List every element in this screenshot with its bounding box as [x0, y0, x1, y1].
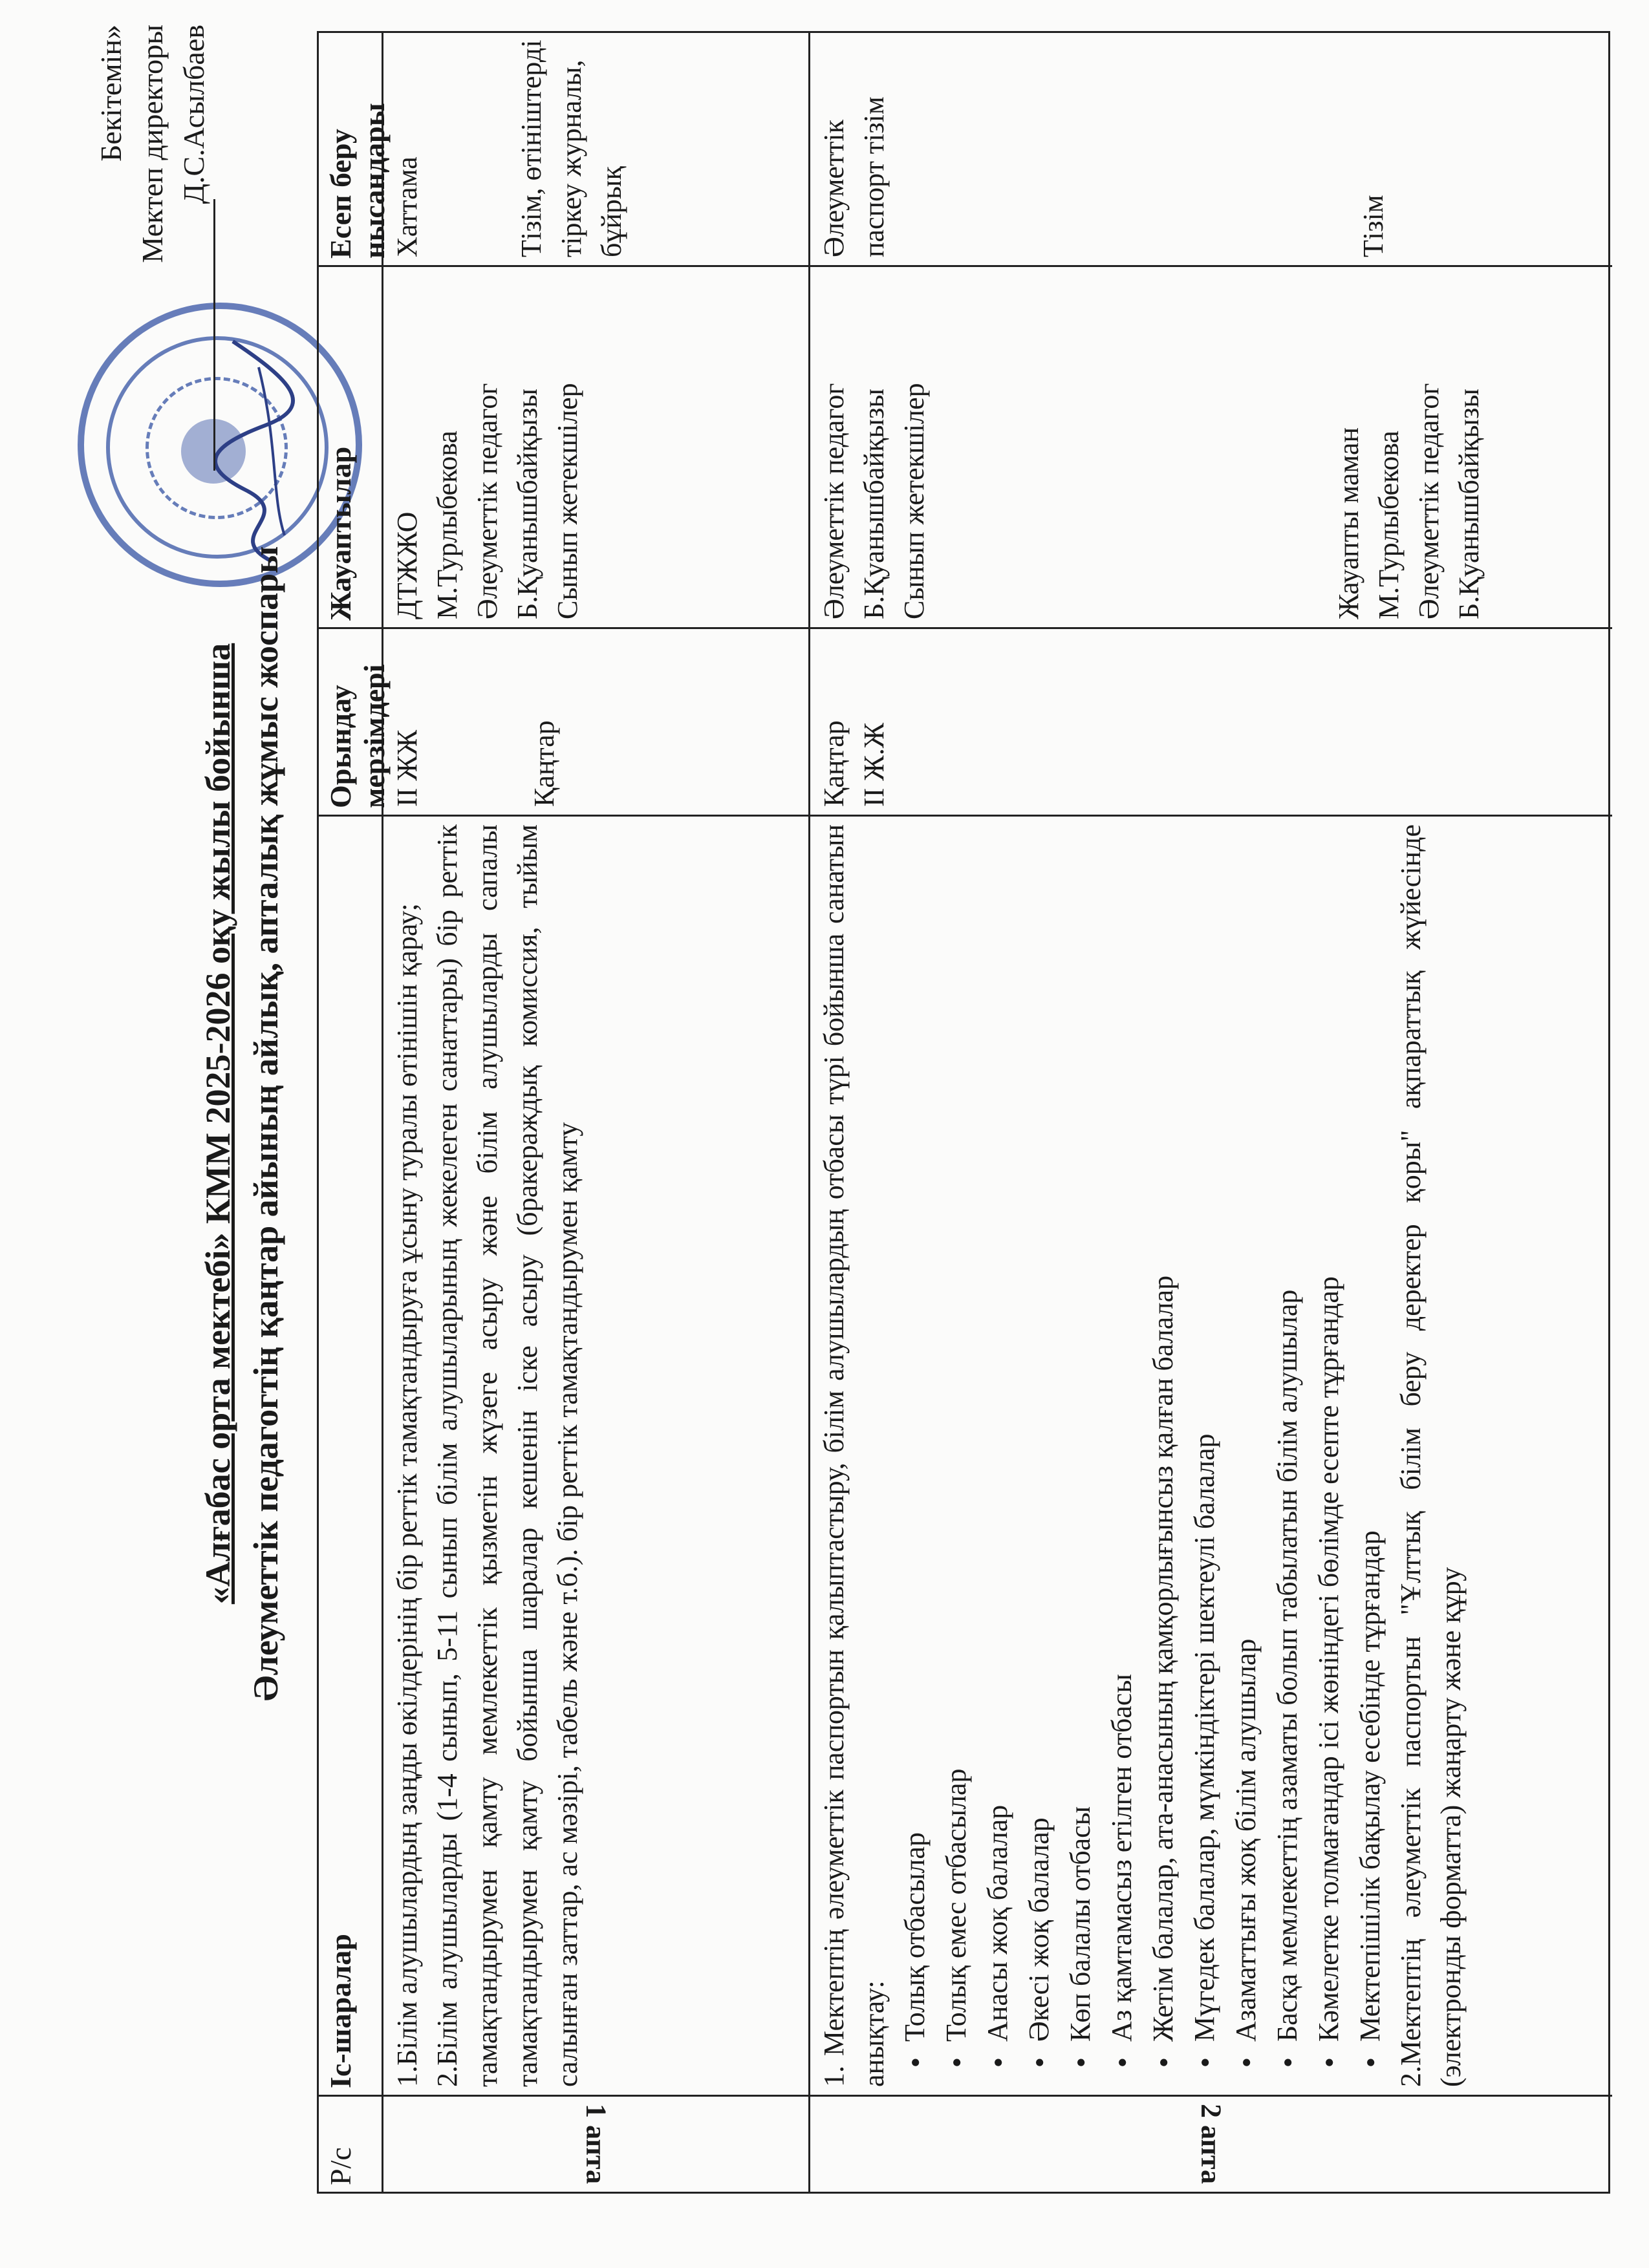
list-item: ● Көп балалы отбасы	[1060, 824, 1101, 2068]
deadline-cell	[383, 627, 808, 815]
deadline-value: Қаңтар	[818, 720, 850, 807]
responsible-cell	[810, 265, 1612, 627]
list-item: ● Мектепішілік бақылау есебінде тұрғандар	[1350, 824, 1391, 2068]
deadline-value: Қаңтар	[528, 720, 560, 807]
table-row	[383, 33, 810, 2192]
responsible-line: Әлеуметтік педагог	[471, 383, 503, 619]
activity-item: 1.Білім алушылардың заңды өкілдерінің бір реттік тамақтандыруға ұсыну туралы өтінішін қарау;	[391, 903, 423, 2087]
report-value: Тізім, өтініштерді тіркеу журналы, бұйрық	[515, 39, 627, 257]
responsible-line: М.Турлыбекова	[1373, 431, 1405, 619]
table-row	[810, 33, 1612, 2192]
week-label: 2 апта	[1195, 2104, 1227, 2185]
list-item: ● Кәмелетке толмағандар ісі жөніндегі бөлімде есепте тұрғандар	[1308, 824, 1350, 2068]
deadline-cell	[810, 627, 1612, 815]
approval-heading: Бекітемін»	[94, 25, 127, 162]
week-cell	[810, 2095, 1612, 2192]
deadline-value: II Ж.Ж	[858, 722, 890, 807]
list-item: ● Толық отбасылар	[894, 824, 936, 2068]
list-item: ● Басқа мемлекеттің азаматы болып табылатын білім алушылар	[1267, 824, 1308, 2068]
header-report: Есеп беру нысандары	[324, 103, 391, 259]
responsible-line: ДТЖЖО	[391, 511, 423, 619]
responsible-line: Сынып жетекшілер	[898, 383, 930, 619]
list-item: ● Анасы жоқ балалар	[977, 824, 1018, 2068]
approval-name: Д.С.Асылбаев	[177, 25, 210, 204]
week-label: 1 апта	[580, 2104, 612, 2185]
table-header-row	[319, 33, 391, 2192]
responsible-cell	[383, 265, 808, 627]
activity-intro: 1. Мектептің әлеуметтік паспортын қалыптастыру, білім алушылардың отбасы түрі бойынша санатын анықтау:	[818, 824, 890, 2087]
responsible-line: Сынып жетекшілер	[552, 383, 583, 619]
week-cell	[383, 2095, 808, 2192]
report-cell	[810, 29, 1612, 265]
responsible-line: Әлеуметтік педагог	[1413, 383, 1445, 619]
responsible-line: Жауапты маман	[1333, 427, 1364, 619]
header-activities: Іс-шаралар	[319, 815, 382, 2095]
responsible-line: М.Турлыбекова	[431, 431, 463, 619]
list-item: ● Жетім балалар, ата-анасының қамқорлығынсыз қалған балалар	[1143, 824, 1184, 2068]
list-item: ● Әкесі жоқ балалар	[1018, 824, 1060, 2068]
activity-outro: 2.Мектептің әлеуметтік паспортын "Ұлттық білім беру деректер қоры" ақпараттық жүйесінде (электронды форматта) жаңарту және құру	[1395, 824, 1467, 2087]
list-item: ● Толық емес отбасылар	[936, 824, 977, 2068]
deadline-value: II ЖЖ	[391, 729, 423, 807]
responsible-line: Б.Қуанышбайқызы	[1453, 389, 1485, 619]
report-value: Тізім	[1357, 195, 1389, 257]
report-value: Әлеуметтік паспорт тізім	[818, 96, 890, 257]
activities-cell	[383, 815, 808, 2095]
activities-cell	[810, 815, 1612, 2095]
list-item: ● Мүгедек балалар, мүмкіндіктері шектеулі балалар	[1184, 824, 1225, 2068]
document-title	[194, 251, 290, 1996]
responsible-line: Б.Қуанышбайқызы	[858, 389, 890, 619]
responsible-line: Әлеуметтік педагог	[818, 383, 850, 619]
header-num: Р/с	[319, 2095, 382, 2192]
category-list	[894, 824, 1391, 2087]
report-cell	[383, 29, 808, 265]
approval-position: Мектеп директоры	[136, 25, 169, 263]
plan-table	[317, 31, 1610, 2194]
title-line-2: Әлеуметтік педагогтің қаңтар айының айлық, апталық жұмыс жоспары	[246, 546, 285, 1702]
header-responsible: Жауаптылар	[319, 265, 382, 627]
list-item: ● Аз қамтамасыз етілген отбасы	[1101, 824, 1143, 2068]
list-item: ● Азаматтығы жоқ білім алушылар	[1225, 824, 1267, 2068]
title-line-1: «Алғабас орта мектебі» КММ 2025-2026 оқу жылы бойынша	[199, 643, 237, 1605]
header-deadline: Орындау мерзімдері	[319, 627, 382, 815]
report-value: Хаттама	[391, 156, 423, 257]
responsible-line: Б.Қуанышбайқызы	[512, 389, 543, 619]
activity-item: 2.Білім алушыларды (1-4 сынып, 5-11 сынып білім алушыларының жекелеген санаттары) бір реттік тамақтандырумен қамту мемлекеттік қызметін жүзеге асыру және білім алушыларды сапалы тамақтандырумен қамту бойынша шаралар кешенін іске асыру (бракераждық комиссия, тыйым салынған заттар, ас мәзірі, табель және т.б.). бір реттік тамақтандырумен қамту	[431, 824, 583, 2087]
